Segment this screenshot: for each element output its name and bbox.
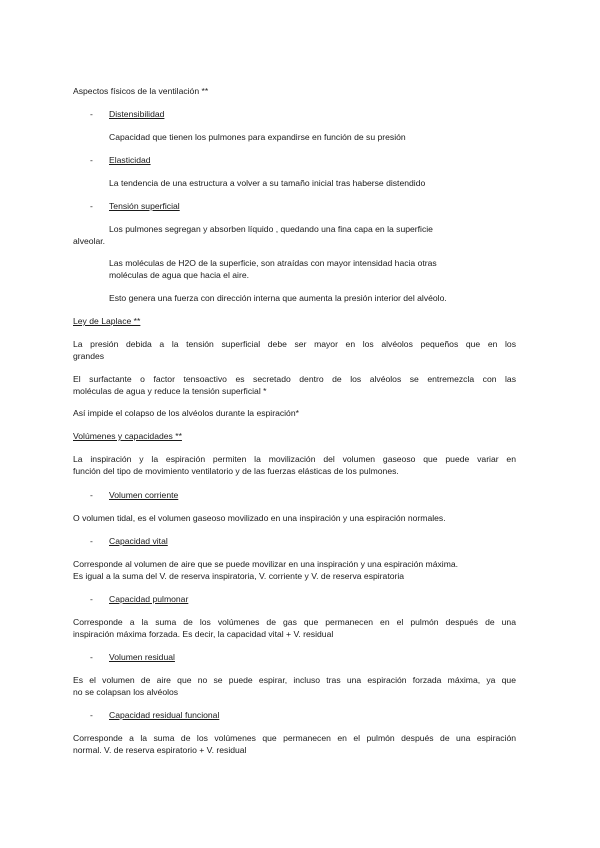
laplace-p1-line2: grandes: [73, 351, 105, 361]
tension-p2-line2: moléculas de agua que hacia el aire.: [109, 270, 249, 280]
capacidad-residual-funcional-line2: normal. V. de reserva espiratorio + V. residual: [73, 745, 247, 755]
volumenes-intro-line2: función del tipo de movimiento ventilatorio y de las fuerzas elásticas de los pulmones.: [73, 466, 399, 476]
volumen-residual-heading: Volumen residual: [109, 652, 175, 662]
volumen-residual-line2: no se colapsan los alvéolos: [73, 687, 179, 697]
volumen-corriente-text: O volumen tidal, es el volumen gaseoso movilizado en una inspiración y una espiración normales.: [73, 513, 446, 523]
bullet-dash: -: [90, 155, 93, 165]
elasticidad-heading: Elasticidad: [109, 155, 151, 165]
elasticidad-text: La tendencia de una estructura a volver a su tamaño inicial tras haberse distendido: [109, 178, 426, 188]
capacidad-pulmonar-heading: Capacidad pulmonar: [109, 594, 189, 604]
capacidad-residual-funcional-line1: Corresponde a la suma de los volúmenes que permanecen en el pulmón después de una espiración: [73, 733, 516, 743]
capacidad-residual-funcional-heading: Capacidad residual funcional: [109, 710, 220, 720]
tension-p1-line1: Los pulmones segregan y absorben líquido , quedando una fina capa en la superficie: [109, 224, 433, 234]
bullet-dash: -: [90, 594, 93, 604]
distensibilidad-text: Capacidad que tienen los pulmones para expandirse en función de su presión: [109, 132, 406, 142]
laplace-p3: Así impide el colapso de los alvéolos durante la espiración*: [73, 408, 299, 418]
laplace-p1-line1: La presión debida a la tensión superficial debe ser mayor en los alvéolos pequeños que en los: [73, 339, 516, 349]
laplace-p2-line2: moléculas de agua y reduce la tensión superficial *: [73, 386, 267, 396]
tension-p2-line1: Las moléculas de H2O de la superficie, son atraídas con mayor intensidad hacia otras: [109, 258, 437, 268]
tension-heading: Tensión superficial: [109, 201, 180, 211]
bullet-dash: -: [90, 536, 93, 546]
bullet-dash: -: [90, 109, 93, 119]
volumen-corriente-heading: Volumen corriente: [109, 490, 179, 500]
bullet-dash: -: [90, 710, 93, 720]
capacidad-pulmonar-line1: Corresponde a la suma de los volúmenes de gas que permanecen en el pulmón después de una: [73, 617, 516, 627]
capacidad-vital-line2: Es igual a la suma del V. de reserva inspiratoria, V. corriente y V. de reserva espiratoria: [73, 571, 405, 581]
capacidad-pulmonar-line2: inspiración máxima forzada. Es decir, la capacidad vital + V. residual: [73, 629, 334, 639]
volumenes-intro-line1: La inspiración y la espiración permiten la movilización del volumen gaseoso que puede variar en: [73, 454, 516, 464]
bullet-dash: -: [90, 201, 93, 211]
laplace-p2-line1: El surfactante o factor tensoactivo es secretado dentro de los alvéolos se entremezcla con las: [73, 374, 516, 384]
tension-p3: Esto genera una fuerza con dirección interna que aumenta la presión interior del alvéolo.: [109, 293, 447, 303]
volumen-residual-line1: Es el volumen de aire que no se puede espirar, incluso tras una espiración forzada máxima, ya que: [73, 675, 516, 685]
capacidad-vital-line1: Corresponde al volumen de aire que se puede movilizar en una inspiración y una espiración máxima.: [73, 559, 459, 569]
bullet-dash: -: [90, 490, 93, 500]
laplace-heading: Ley de Laplace **: [73, 316, 141, 326]
page-title: Aspectos físicos de la ventilación **: [73, 86, 209, 96]
tension-p1-line2: alveolar.: [73, 236, 106, 246]
capacidad-vital-heading: Capacidad vital: [109, 536, 168, 546]
bullet-dash: -: [90, 652, 93, 662]
distensibilidad-heading: Distensibilidad: [109, 109, 165, 119]
volumenes-heading: Volúmenes y capacidades **: [73, 431, 182, 441]
